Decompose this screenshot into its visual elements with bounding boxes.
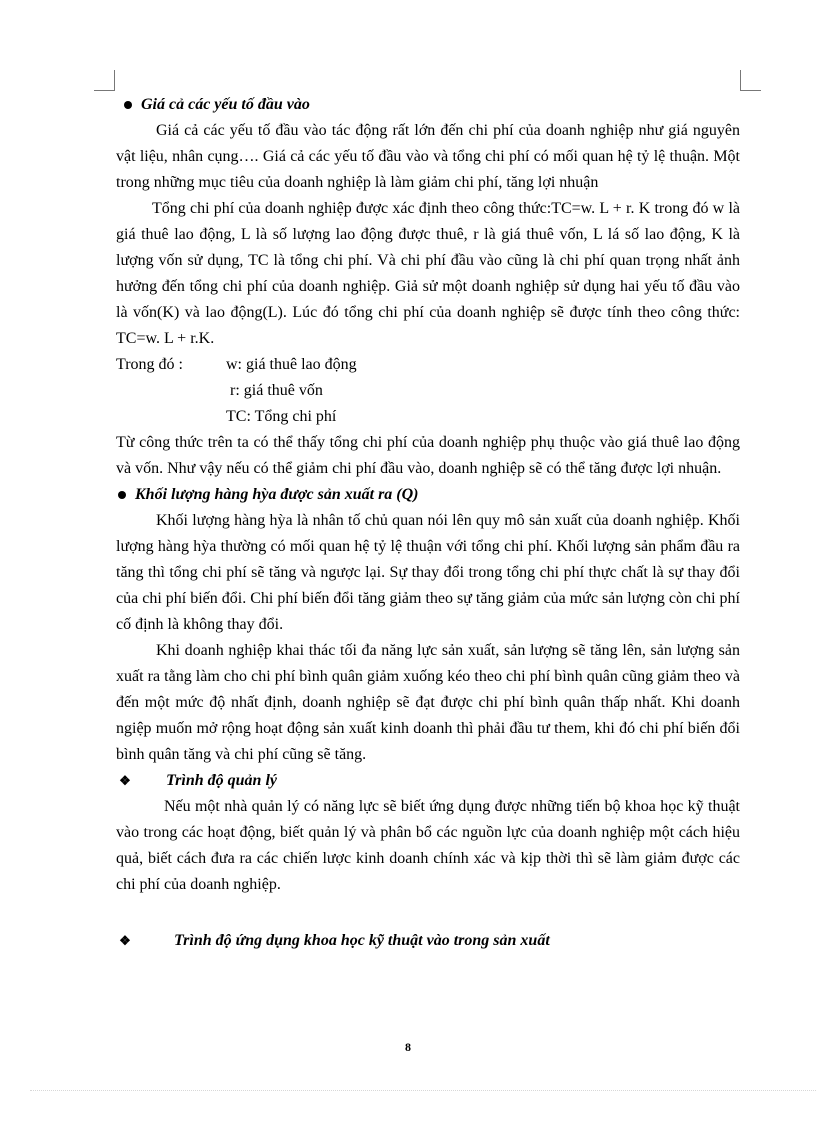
paragraph: Nếu một nhà quản lý có năng lực sẽ biết ứng dụng được những tiến bộ khoa học kỹ thuật vào trong các hoạt động, biết quản lý và phân bổ các nguồn lực của doanh nghiệp một cách hiệu quả, biết cách đưa ra các chiến lược kinh doanh chính xác và kịp thời thì sẽ làm giảm được các chi phí của doanh nghiệp. bbox=[116, 798, 740, 893]
page-number: 8 bbox=[405, 1040, 411, 1054]
crop-mark-top-right bbox=[740, 70, 761, 91]
heading-text: Khối lượng hàng hỳa được sản xuất ra (Q) bbox=[135, 486, 419, 503]
section-heading-management bbox=[116, 768, 740, 794]
bottom-border-line bbox=[30, 1090, 816, 1091]
paragraph: Khi doanh nghiệp khai thác tối đa năng lực sản xuất, sản lượng sẽ tăng lên, sản lượng sản xuất ra tằng làm cho chi phí bình quân giảm xuống kéo theo chi phí bình quân cũng giảm theo và đến một mức độ nhất định, doanh nghiệp sẽ đạt được chi phí bình quân thấp nhất. Khi doanh ngiệp muốn mở rộng hoạt động sản xuất kinh doanh thì phải đầu tư them, khi đó chi phí biến đổi bình quân tăng và chi phí cũng sẽ tăng. bbox=[116, 642, 740, 763]
definition-item: r: giá thuê vốn bbox=[230, 382, 323, 399]
bullet-dot-icon bbox=[118, 491, 126, 499]
paragraph: Tổng chi phí của doanh nghiệp được xác định theo công thức:TC=w. L + r. K trong đó w là giá thuê lao động, L là số lượng lao động được thuê, r là giá thuê vốn, L lá số lao động, K là lượng vốn sử dụng, TC là tổng chi phí. Và chi phí đầu vào cũng là chi phí quan trọng nhất ảnh hưởng đến tổng chi phí của doanh nghiệp. Giả sử một doanh nghiệp sử dụng hai yếu tố đầu vào là vốn(K) và lao động(L). Lúc đó tổng chi phí của doanh nghiệp sẽ được tính theo công thức: TC=w. L + r.K. bbox=[116, 200, 740, 347]
paragraph: Khối lượng hàng hỳa là nhân tố chủ quan nói lên quy mô sản xuất của doanh nghiệp. Khối lượng hàng hỳa thường có mối quan hệ tỷ lệ thuận với tổng chi phí. Khối lượng sản phẩm đầu ra tăng thì tổng chi phí sẽ tăng và ngược lại. Sự thay đổi trong tổng chi phí thực chất là sự thay đổi của chi phí biến đổi. Chi phí biến đổi tăng giảm theo sự tăng giảm của mức sản lượng còn chi phí cố định là không thay đổi. bbox=[116, 512, 740, 633]
section-heading-output-quantity bbox=[116, 482, 740, 508]
bullet-dot-icon bbox=[124, 101, 132, 109]
definition-item: w: giá thuê lao động bbox=[226, 356, 357, 373]
page-content bbox=[116, 92, 740, 954]
heading-text: Trình độ ứng dụng khoa học kỹ thuật vào trong sản xuất bbox=[174, 932, 550, 949]
diamond-bullet-icon: ❖ bbox=[119, 773, 131, 788]
heading-text: Giá cả các yếu tố đầu vào bbox=[141, 96, 310, 113]
definition-label: Trong đó : bbox=[116, 356, 183, 373]
definition-item: TC: Tổng chi phí bbox=[226, 408, 337, 425]
section-heading-technology bbox=[116, 928, 740, 954]
crop-mark-top-left bbox=[94, 70, 115, 91]
definition-row bbox=[116, 352, 740, 378]
blank-line bbox=[116, 898, 740, 924]
paragraph: Từ công thức trên ta có thể thấy tổng chi phí của doanh nghiệp phụ thuộc vào giá thuê lao động và vốn. Như vậy nếu có thể giảm chi phí đầu vào, doanh nghiệp sẽ có thể tăng được lợi nhuận. bbox=[116, 434, 740, 477]
diamond-bullet-icon: ❖ bbox=[119, 933, 131, 948]
heading-text: Trình độ quản lý bbox=[166, 772, 277, 789]
section-heading-input-prices bbox=[122, 92, 740, 118]
paragraph: Giá cả các yếu tố đầu vào tác động rất lớn đến chi phí của doanh nghiệp như giá nguyên vật liệu, nhân cụng…. Giá cả các yếu tố đầu vào và tổng chi phí có mối quan hệ tỷ lệ thuận. Một trong những mục tiêu của doanh nghiệp là làm giảm chi phí, tăng lợi nhuận bbox=[116, 122, 740, 191]
